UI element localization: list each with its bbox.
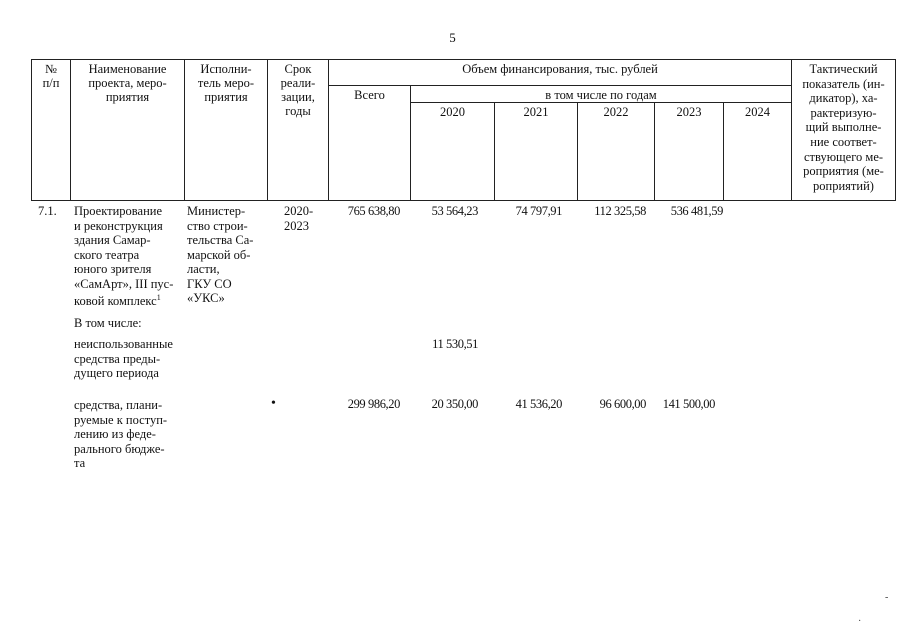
row-name-line: юного зрителя [74,262,152,276]
header-col-indicator-line: Тактический [809,62,878,76]
header-year-label: 2022 [603,105,629,119]
header-col-executor-line: приятия [204,90,248,104]
row-2020: 53 564,23 [431,204,478,218]
row-2021: 74 797,91 [515,204,562,218]
header-year-label: 2020 [440,105,465,119]
row-name [74,337,186,381]
row-executor-line: Министер- [187,204,246,218]
header-col-executor-line: Исполни- [200,62,252,76]
header-col-indicator-line: роприятий) [813,178,874,193]
row-total: 299 986,20 [347,397,400,411]
header-col-indicator-line: щий выполне- [805,120,882,135]
row-name [74,204,186,309]
header-col-name [70,59,185,201]
row-2020: 11 530,51 [432,337,478,351]
header-year-2024 [723,102,792,201]
row-number: 7.1. [38,204,57,218]
including-label: В том числе: [74,316,142,330]
footnote-marker: 1 [156,293,161,302]
header-year-label: 2023 [676,105,702,119]
header-year-label: 2024 [745,105,770,119]
header-col-executor [184,59,268,201]
row-name-line: руемые к поступ- [74,412,168,427]
row-total: 765 638,80 [347,204,400,218]
row-executor-line: «УКС» [187,291,225,305]
row-2023: 536 481,59 [670,204,723,218]
row-term-line: 2023 [284,218,309,233]
row-name-line: та [74,456,86,470]
header-col-indicator-line: показатель (ин- [802,76,885,91]
header-col-indicator-line: ние соответ- [810,134,877,149]
header-col-term-line: реали- [280,76,316,90]
header-col-indicator-line: рактеризую- [810,105,877,120]
row-term [284,204,324,233]
header-col-name-line: Наименование [88,62,167,76]
header-year-2022 [577,102,655,201]
row-name-line: ковой комплекс [74,294,157,309]
header-col-term [267,59,329,201]
row-name-line: средства преды- [74,351,161,366]
header-col-number [31,59,71,201]
row-executor-line: тельства Са- [187,233,254,247]
header-year-2023 [654,102,724,201]
row-term-line: 2020- [284,204,314,218]
scan-speck: · [858,616,862,627]
row-name-line: здания Самар- [74,233,151,247]
row-2023: 141 500,00 [662,397,715,411]
row-2022: 96 600,00 [599,397,646,411]
row-executor-line: ГКУ СО [187,276,232,291]
row-name-line: неиспользованные [74,337,173,351]
header-by-years [410,85,792,103]
header-col-name-line: приятия [105,90,150,104]
row-executor [187,204,269,306]
row-executor-line: марской об- [187,247,251,262]
row-name-line: Проектирование [74,204,163,218]
row-name-line-last [74,291,186,309]
header-col-term-line: Срок [284,62,312,76]
row-2020: 20 350,00 [431,397,478,411]
row-2021: 41 536,20 [515,397,562,411]
header-financing-title [328,59,792,86]
header-col-total-label: Всего [354,88,385,102]
scan-speck: - [885,592,889,603]
header-col-executor-line: тель меро- [197,76,255,90]
header-year-2020 [410,102,495,201]
row-name-line: рального бюдже- [74,441,165,456]
row-name-line: средства, плани- [74,398,163,412]
row-executor-line: ласти, [187,262,220,276]
header-by-years-label: в том числе по годам [545,88,657,102]
row-name-line: и реконструкция [74,218,163,233]
page-number: 5 [449,30,456,45]
header-col-term-line: годы [285,104,311,118]
header-financing-title-label: Объем финансирования, тыс. рублей [462,62,658,76]
row-name-line: лению из феде- [74,427,156,441]
scan-speck: • [271,396,276,411]
header-col-indicator-line: ствующего ме- [803,149,884,164]
row-executor-line: ство строи- [187,218,248,233]
header-col-indicator [791,59,896,201]
header-col-number-label: № п/п [42,62,60,90]
header-col-indicator-line: роприятия (ме- [803,164,884,179]
header-col-term-line: зации, [281,90,315,104]
row-name-line: ского театра [74,247,140,262]
header-col-total [328,85,411,201]
header-col-name-line: проекта, меро- [88,76,167,90]
header-col-indicator-line: дикатор), ха- [809,91,878,106]
row-name-line: «СамАрт», III пус- [74,276,174,291]
row-name [74,398,186,471]
row-2022: 112 325,58 [594,204,646,218]
header-year-2021 [494,102,578,201]
header-year-label: 2021 [523,105,549,119]
row-name-line: дущего периода [74,366,159,380]
